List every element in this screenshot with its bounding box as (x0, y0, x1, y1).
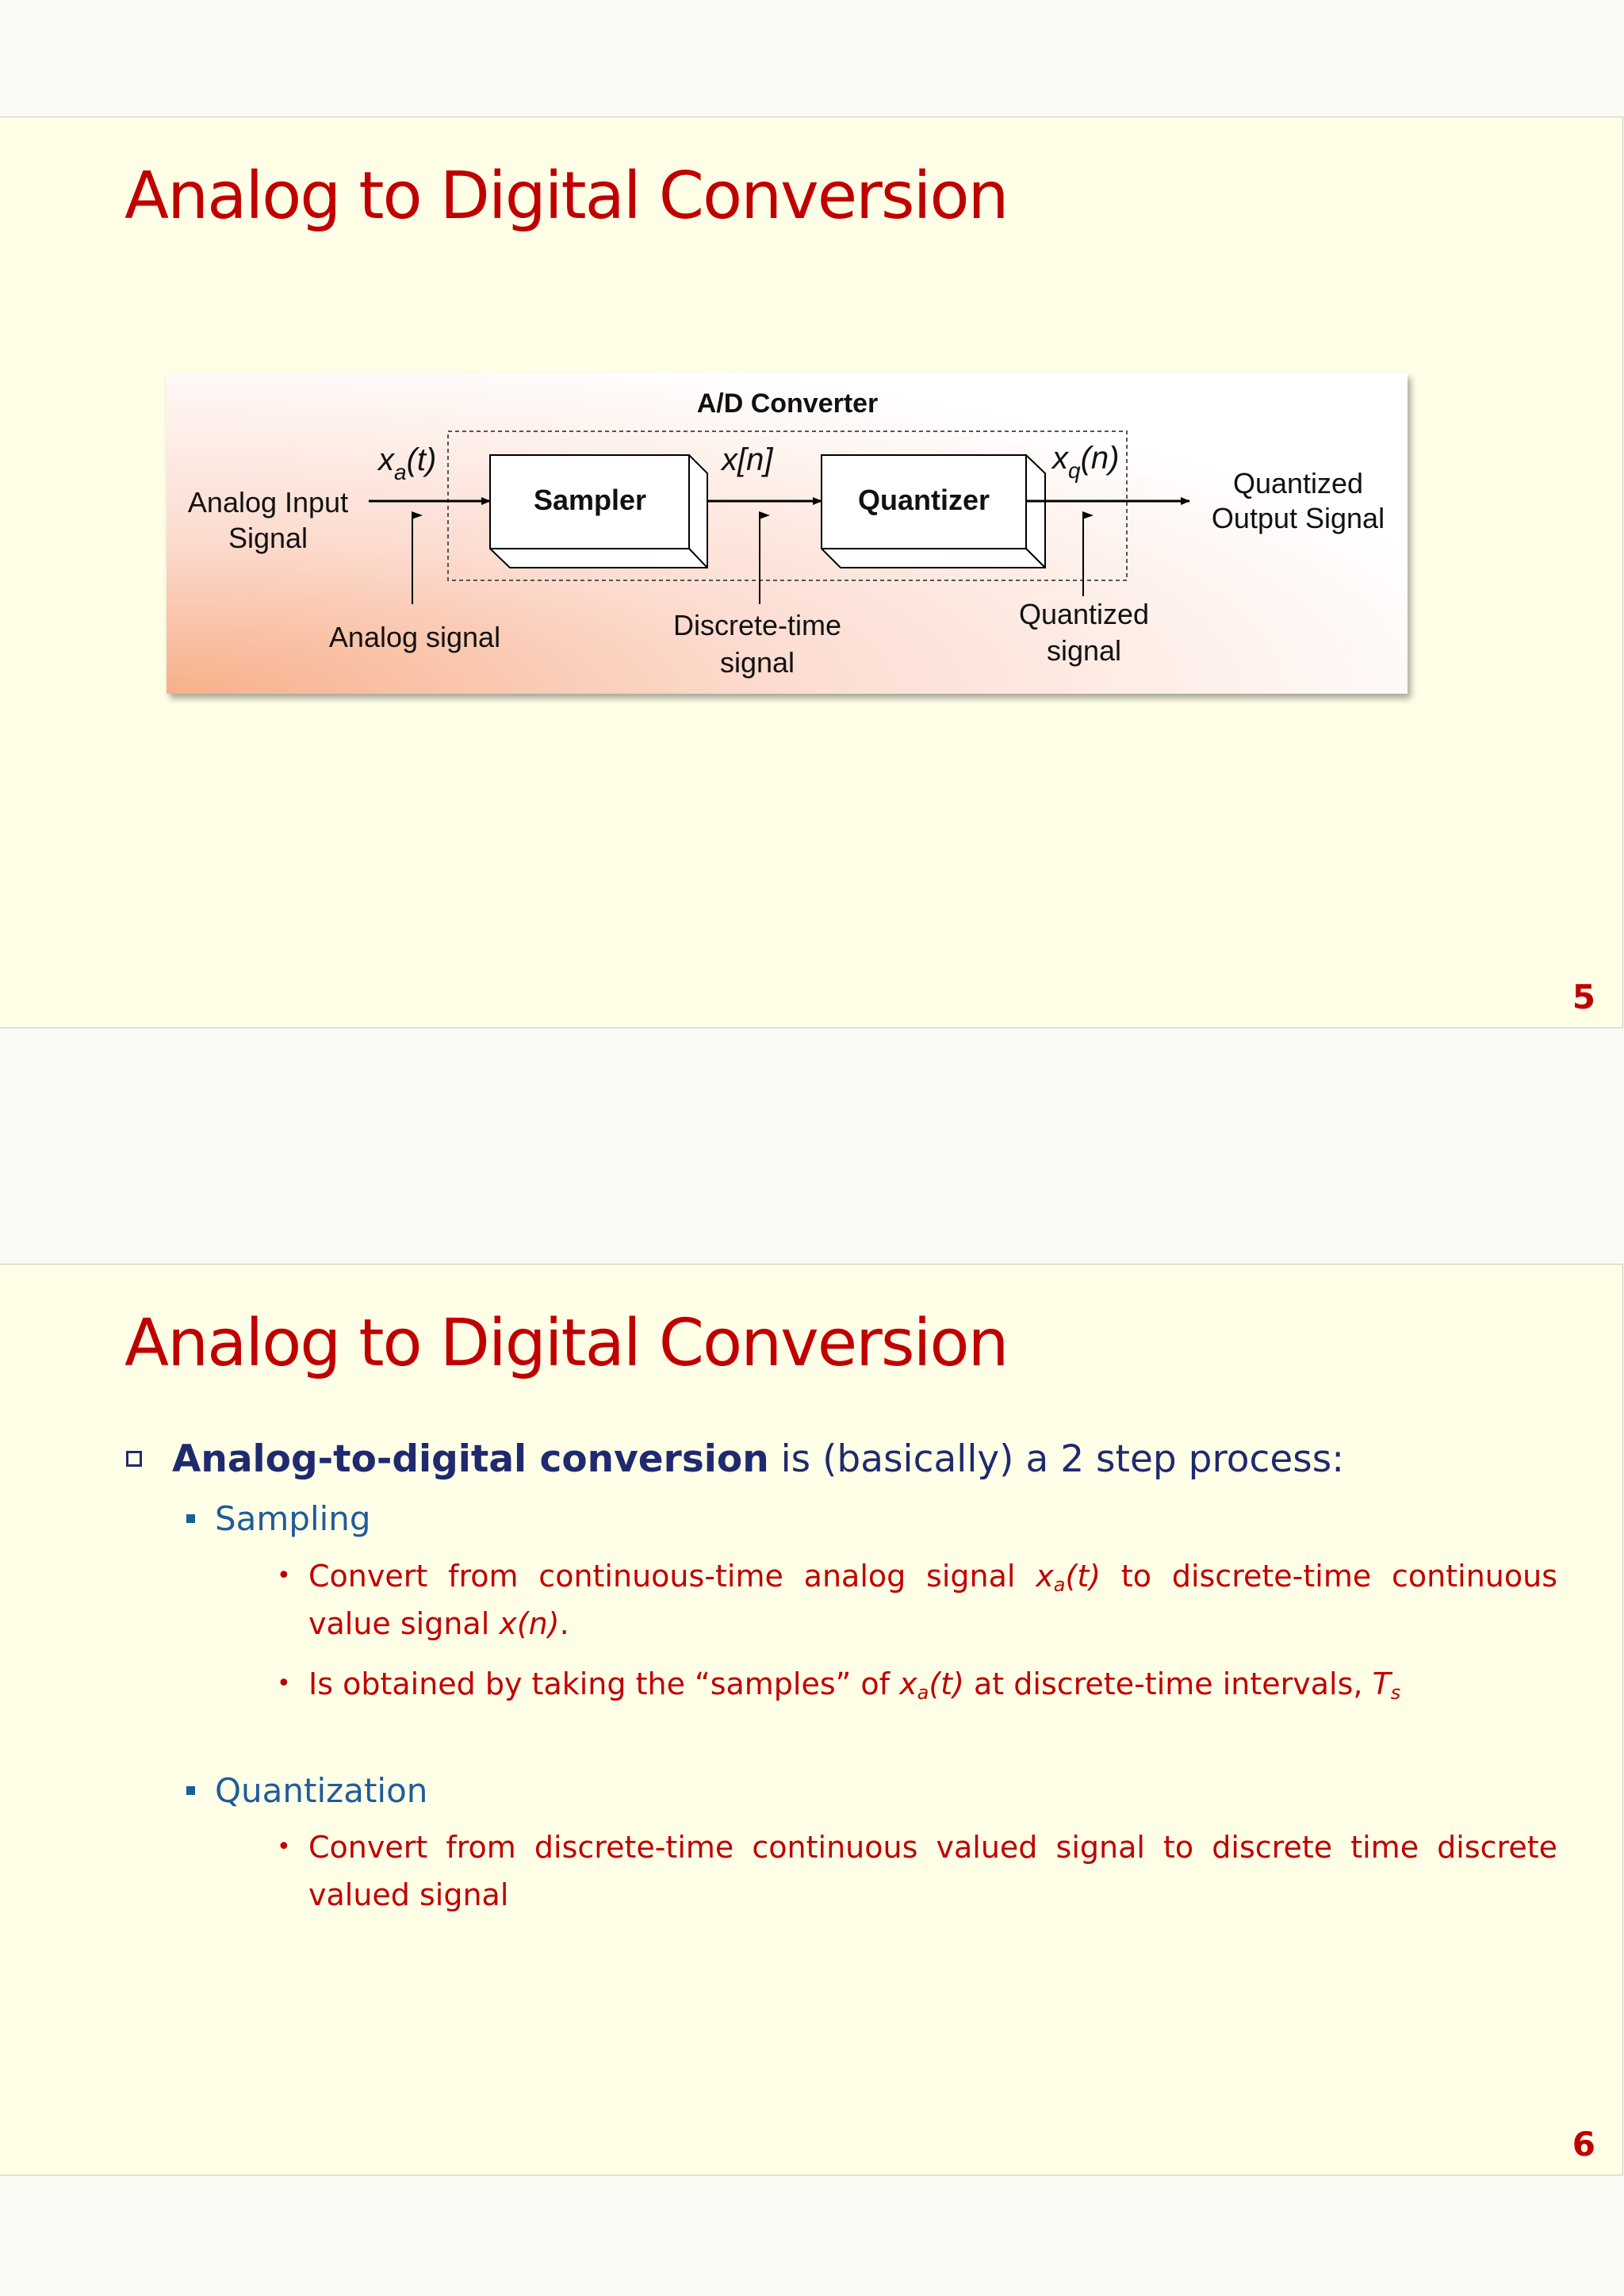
quantizer-block (822, 455, 1045, 568)
annotation-quantized-line1: Quantized (1018, 598, 1150, 630)
xa-symbol: $x_a(t)$ (899, 1666, 964, 1704)
quantization-point-1: • Convert from discrete-time continuous valued signal to discrete time discrete valued signal (277, 1823, 1557, 1919)
annotation-discrete-line2: signal (719, 646, 795, 679)
xn-symbol: x(n) (499, 1605, 560, 1641)
small-square-bullet-icon (186, 1514, 195, 1523)
output-label-line2: Output Signal (1211, 502, 1385, 534)
page-number: 6 (1572, 2125, 1595, 2164)
ad-converter-diagram (167, 373, 1408, 694)
slide-title: Analog to Digital Conversion (124, 159, 1008, 234)
square-bullet-icon (126, 1451, 142, 1467)
sampler-block (490, 455, 707, 568)
converter-label: A/D Converter (696, 388, 879, 419)
ts-symbol: $T_s$ (1372, 1666, 1401, 1704)
annotation-quantized-line2: signal (1046, 634, 1122, 667)
quantizer-label: Quantizer (857, 484, 990, 516)
xa-symbol: $x_a(t)$ (1036, 1558, 1101, 1596)
annotation-analog-signal: Analog signal (328, 621, 501, 653)
signal-xq-label: $x_q(n)$ (1052, 441, 1120, 483)
output-label-line1: Quantized (1232, 467, 1364, 499)
sampling-heading-text: Sampling (215, 1499, 371, 1539)
main-bullet-text: is (basically) a 2 step process: (768, 1437, 1345, 1481)
dot-bullet-icon: • (277, 1561, 291, 1590)
input-label-line1: Analog Input (187, 486, 349, 519)
slide-title: Analog to Digital Conversion (124, 1306, 1008, 1381)
small-square-bullet-icon (186, 1786, 195, 1795)
quantization-heading-text: Quantization (215, 1770, 428, 1810)
sampler-label: Sampler (533, 484, 647, 516)
page-number: 5 (1572, 978, 1595, 1016)
slide-5 (0, 117, 1623, 1028)
input-label-line2: Signal (228, 522, 308, 554)
annotation-discrete-line1: Discrete-time (672, 609, 842, 641)
sampling-point-1: • Convert from continuous-time analog signal $x_a(t)$ to discrete-time continuous value signal x(n). (277, 1552, 1557, 1647)
quantization-heading (186, 1771, 1575, 1811)
dot-bullet-icon: • (277, 1669, 291, 1697)
signal-xa-label: $x_a(t)$ (378, 442, 437, 484)
sampling-heading (186, 1499, 1575, 1539)
dot-bullet-icon: • (277, 1833, 291, 1862)
slide-content (124, 1437, 1575, 1919)
main-bullet (124, 1437, 1575, 1482)
sampling-point-2: • Is obtained by taking the “samples” of $x_a(t)$ at discrete-time intervals, $T_s$ (277, 1660, 1557, 1708)
slide-6 (0, 1264, 1623, 2175)
signal-xn-label: x[n] (722, 442, 773, 477)
main-bullet-bold: Analog-to-digital conversion (172, 1437, 769, 1481)
